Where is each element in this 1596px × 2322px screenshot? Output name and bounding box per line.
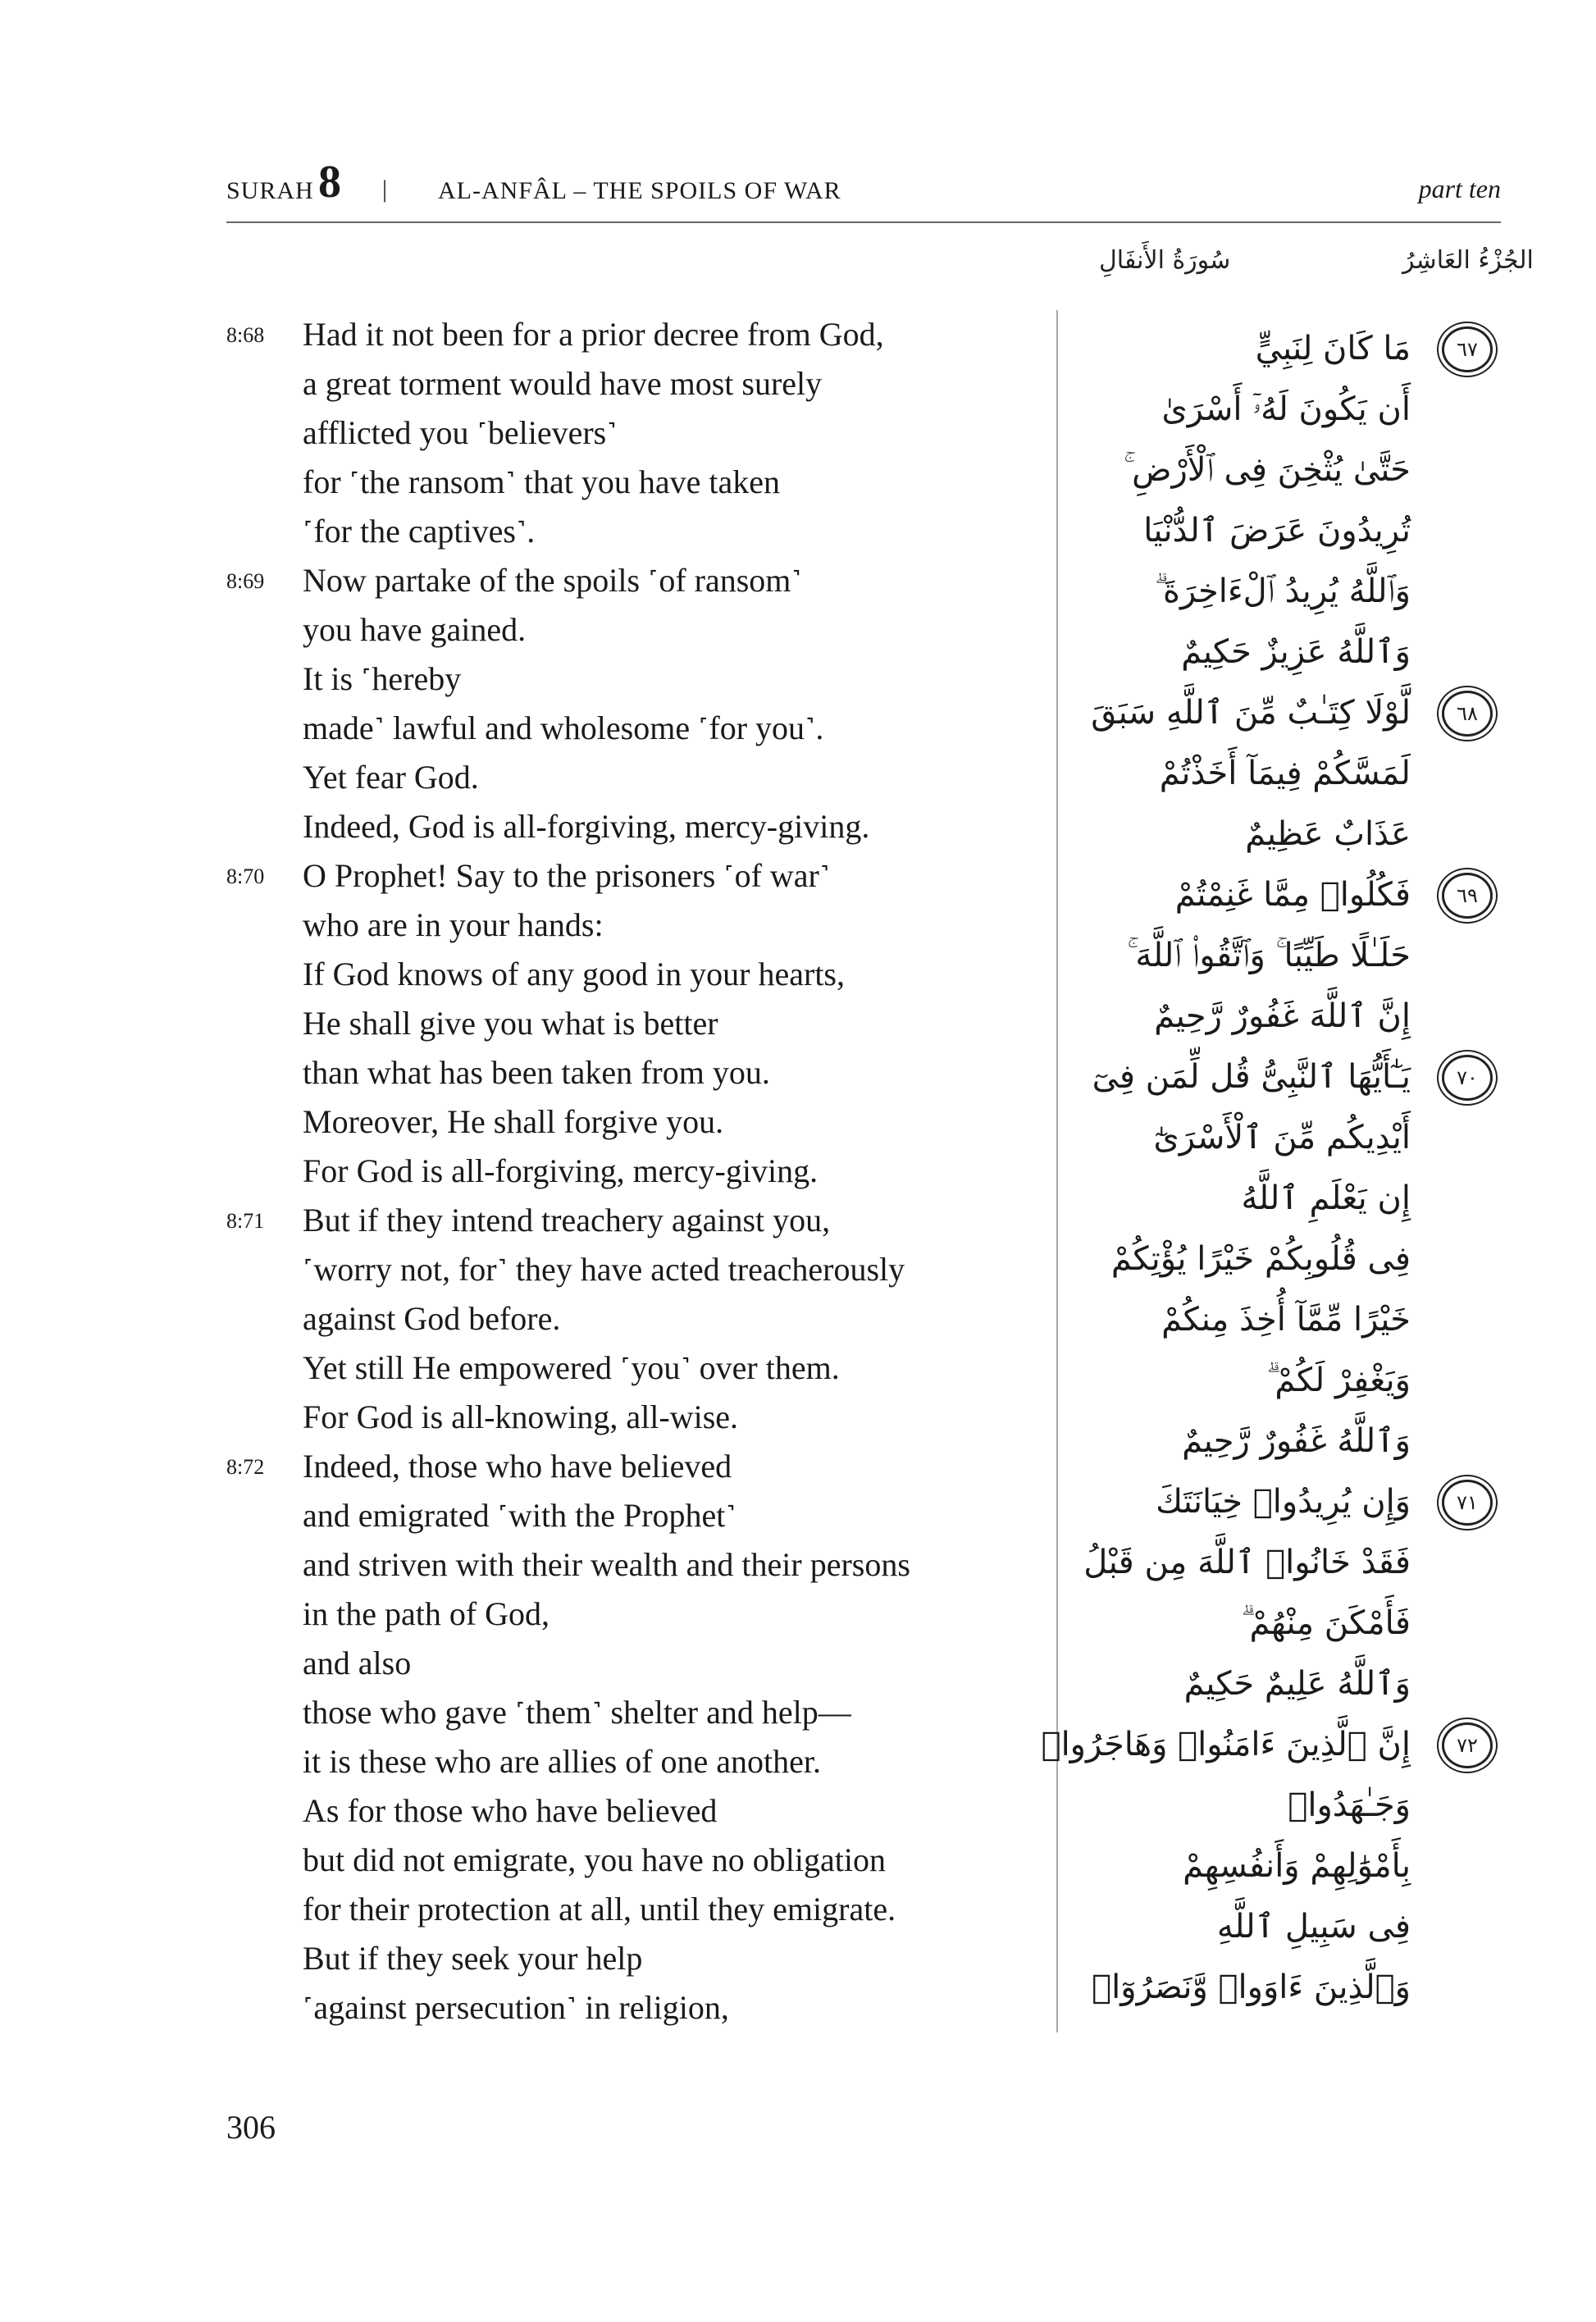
- verse-marker-icon: ٧١: [1442, 1480, 1493, 1526]
- verse-line: It is ˹hereby: [303, 660, 462, 697]
- verse-line: But if they intend treachery against you,: [303, 1202, 831, 1239]
- arabic-line-text: إِنَّ ٱلَّذِينَ ءَامَنُوا۟ وَهَاجَرُوا۟: [1041, 1726, 1411, 1763]
- arabic-line-text: فَكُلُوا۟ مِمَّا غَنِمْتُمْ: [1174, 876, 1411, 914]
- verse-line: O Prophet! Say to the prisoners ˹of war˺: [303, 857, 831, 894]
- arabic-line-text: فَقَدْ خَانُوا۟ ٱللَّهَ مِن قَبْلُ: [1083, 1544, 1411, 1581]
- verse-line: and emigrated ˹with the Prophet˺: [303, 1497, 736, 1534]
- verse-marker-icon: ٧٠: [1442, 1055, 1493, 1101]
- arabic-line-text: وَإِن يُرِيدُوا۟ خِيَانَتَكَ: [1156, 1483, 1411, 1521]
- verse-line: against God before.: [303, 1300, 561, 1337]
- surah-number: 8: [318, 157, 341, 208]
- arabic-line: [1066, 1047, 1493, 1107]
- arabic-line-text: فِى سَبِيلِ ٱللَّهِ: [1216, 1908, 1411, 1946]
- header-separator: |: [382, 176, 388, 203]
- arabic-line-text: حَلَـٰلًا طَيِّبًا ۚ وَٱتَّقُوا۟ ٱللَّهَ ۚ: [1127, 937, 1411, 974]
- verse-line: ˹for the captives˺.: [303, 513, 536, 550]
- verse-line: As for those who have believed: [303, 1792, 718, 1829]
- verse-marker-icon: ٦٨: [1442, 691, 1493, 737]
- arabic-line: [1066, 925, 1493, 986]
- arabic-juz-heading: الجُزْءُ العَاشِرُ: [1402, 246, 1534, 275]
- arabic-line-text: لَمَسَّكُمْ فِيمَآ أَخَذْتُمْ: [1159, 755, 1411, 792]
- arabic-line: [1066, 1168, 1493, 1229]
- verse-line: and also: [303, 1645, 412, 1681]
- verse-line: Yet fear God.: [303, 759, 479, 796]
- arabic-line-text: وَٱللَّهُ عَزِيزٌ حَكِيمٌ: [1181, 633, 1411, 671]
- arabic-line: [1066, 804, 1493, 864]
- verse-marker-icon: ٦٩: [1442, 873, 1493, 919]
- arabic-line: [1066, 743, 1493, 804]
- header-rule: [226, 221, 1501, 223]
- arabic-line: [1066, 1471, 1493, 1532]
- arabic-line: [1066, 318, 1493, 379]
- verse-line: ˹against persecution˺ in religion,: [303, 1989, 729, 2026]
- verse-line: Moreover, He shall forgive you.: [303, 1103, 724, 1140]
- arabic-line: [1066, 500, 1493, 561]
- verse-line: for their protection at all, until they emigrate.: [303, 1891, 896, 1927]
- arabic-surah-heading: سُورَةُ الأَنفَالِ: [1099, 246, 1231, 275]
- arabic-line-text: أَيْدِيكُم مِّنَ ٱلْأَسْرَىٰٓ: [1153, 1119, 1411, 1156]
- arabic-line-text: وَٱللَّهُ غَفُورٌ رَّحِيمٌ: [1182, 1422, 1411, 1460]
- verse-line: a great torment would have most surely: [303, 365, 823, 402]
- verse-line: it is these who are allies of one another.: [303, 1743, 822, 1780]
- arabic-line-text: وَجَـٰهَدُوا۟: [1288, 1786, 1411, 1824]
- arabic-line-text: مَا كَانَ لِنَبِيٍّ: [1255, 330, 1411, 367]
- page-number: 306: [226, 2109, 276, 2146]
- surah-title: AL-ANFÂL – THE SPOILS OF WAR: [438, 177, 841, 204]
- arabic-line-text: يَـٰٓأَيُّهَا ٱلنَّبِىُّ قُل لِّمَن فِىٓ: [1092, 1058, 1411, 1096]
- verse-marker-icon: ٦٧: [1442, 326, 1493, 372]
- verse-line: He shall give you what is better: [303, 1005, 718, 1042]
- verse-line: But if they seek your help: [303, 1940, 643, 1977]
- arabic-line: [1066, 1593, 1493, 1654]
- verse-number: 8:72: [226, 1455, 265, 1479]
- arabic-line-text: خَيْرًا مِّمَّآ أُخِذَ مِنكُمْ: [1161, 1301, 1411, 1339]
- verse-line: made˺ lawful and wholesome ˹for you˺.: [303, 709, 824, 746]
- arabic-line: [1066, 1836, 1493, 1896]
- arabic-line: [1066, 440, 1493, 500]
- verse-line: those who gave ˹them˺ shelter and help—: [303, 1694, 851, 1731]
- arabic-line: [1066, 622, 1493, 682]
- arabic-line-text: وَيَغْفِرْ لَكُمْ ۗ: [1266, 1362, 1411, 1399]
- arabic-line: [1066, 1107, 1493, 1168]
- verse-line: afflicted you ˹believers˺: [303, 414, 618, 451]
- arabic-line-text: تُرِيدُونَ عَرَضَ ٱلدُّنْيَا: [1143, 512, 1411, 550]
- verse: [226, 1196, 1014, 1442]
- arabic-line-text: وَٱللَّهُ يُرِيدُ ٱلْءَاخِرَةَ ۗ: [1154, 573, 1411, 610]
- arabic-line: [1066, 682, 1493, 743]
- part-label: part ten: [1418, 174, 1501, 203]
- verse-line: than what has been taken from you.: [303, 1054, 770, 1091]
- arabic-line-text: أَن يَكُونَ لَهُۥٓ أَسْرَىٰ: [1161, 390, 1411, 428]
- arabic-line: [1041, 1714, 1493, 1775]
- verse-line: and striven with their wealth and their persons: [303, 1546, 910, 1583]
- arabic-line-text: إِنَّ ٱللَّهَ غَفُورٌ رَّحِيمٌ: [1154, 997, 1411, 1035]
- arabic-line: [1066, 561, 1493, 622]
- verse-line: but did not emigrate, you have no obligation: [303, 1841, 886, 1878]
- verse-line: For God is all-knowing, all-wise.: [303, 1398, 739, 1435]
- arabic-line-text: حَتَّىٰ يُثْخِنَ فِى ٱلْأَرْضِ ۚ: [1124, 451, 1411, 489]
- arabic-line: [1066, 986, 1493, 1047]
- arabic-line: [1066, 1896, 1493, 1957]
- verse-line: for ˹the ransom˺ that you have taken: [303, 463, 781, 500]
- arabic-text: [1041, 318, 1493, 2018]
- arabic-line-text: لَّوْلَا كِتَـٰبٌ مِّنَ ٱللَّهِ سَبَقَ: [1091, 694, 1411, 732]
- verse-line: in the path of God,: [303, 1595, 550, 1632]
- english-translation: [226, 310, 1014, 2032]
- verse-number: 8:68: [226, 323, 265, 347]
- arabic-line: [1066, 1350, 1493, 1411]
- arabic-line-text: وَٱلَّذِينَ ءَاوَوا۟ وَّنَصَرُوٓا۟: [1092, 1968, 1411, 2006]
- arabic-line: [1066, 864, 1493, 925]
- arabic-line: [1066, 379, 1493, 440]
- verse: [226, 851, 1014, 1196]
- verse: [226, 310, 1014, 556]
- verse-line: Yet still He empowered ˹you˺ over them.: [303, 1349, 840, 1386]
- verse: [226, 556, 1014, 851]
- arabic-line: [1066, 1289, 1493, 1350]
- verse-line: Had it not been for a prior decree from God,: [303, 316, 884, 353]
- verse-line: For God is all-forgiving, mercy-giving.: [303, 1152, 819, 1189]
- running-header: [226, 157, 1501, 210]
- verse-number: 8:71: [226, 1209, 265, 1233]
- arabic-line: [1066, 1411, 1493, 1471]
- verse-number: 8:70: [226, 864, 265, 888]
- verse-line: Indeed, those who have believed: [303, 1448, 732, 1485]
- arabic-line-text: عَذَابٌ عَظِيمٌ: [1245, 815, 1411, 853]
- arabic-line-text: إِن يَعْلَمِ ٱللَّهُ: [1241, 1179, 1411, 1217]
- verse-line: Now partake of the spoils ˹of ransom˺: [303, 562, 802, 599]
- verse-line: ˹worry not, for˺ they have acted treacherously: [303, 1251, 905, 1288]
- verse-marker-icon: ٧٢: [1442, 1722, 1493, 1768]
- arabic-line: [1066, 1654, 1493, 1714]
- verse-line: who are in your hands:: [303, 906, 604, 943]
- arabic-line-text: فِى قُلُوبِكُمْ خَيْرًا يُؤْتِكُمْ: [1110, 1240, 1411, 1278]
- verse: [226, 1442, 1014, 2032]
- surah-label: SURAH: [226, 177, 314, 204]
- arabic-line-text: بِأَمْوَٰلِهِمْ وَأَنفُسِهِمْ: [1183, 1847, 1411, 1885]
- verse-number: 8:69: [226, 569, 265, 593]
- arabic-line: [1066, 1532, 1493, 1593]
- arabic-line: [1066, 1229, 1493, 1289]
- arabic-line-text: فَأَمْكَنَ مِنْهُمْ ۗ: [1241, 1604, 1411, 1642]
- arabic-line-text: وَٱللَّهُ عَلِيمٌ حَكِيمٌ: [1183, 1665, 1411, 1703]
- arabic-line: [1066, 1957, 1493, 2018]
- verse-line: Indeed, God is all-forgiving, mercy-giving.: [303, 808, 870, 845]
- verse-line: If God knows of any good in your hearts,: [303, 956, 845, 992]
- verse-line: you have gained.: [303, 611, 527, 648]
- arabic-line: [1066, 1775, 1493, 1836]
